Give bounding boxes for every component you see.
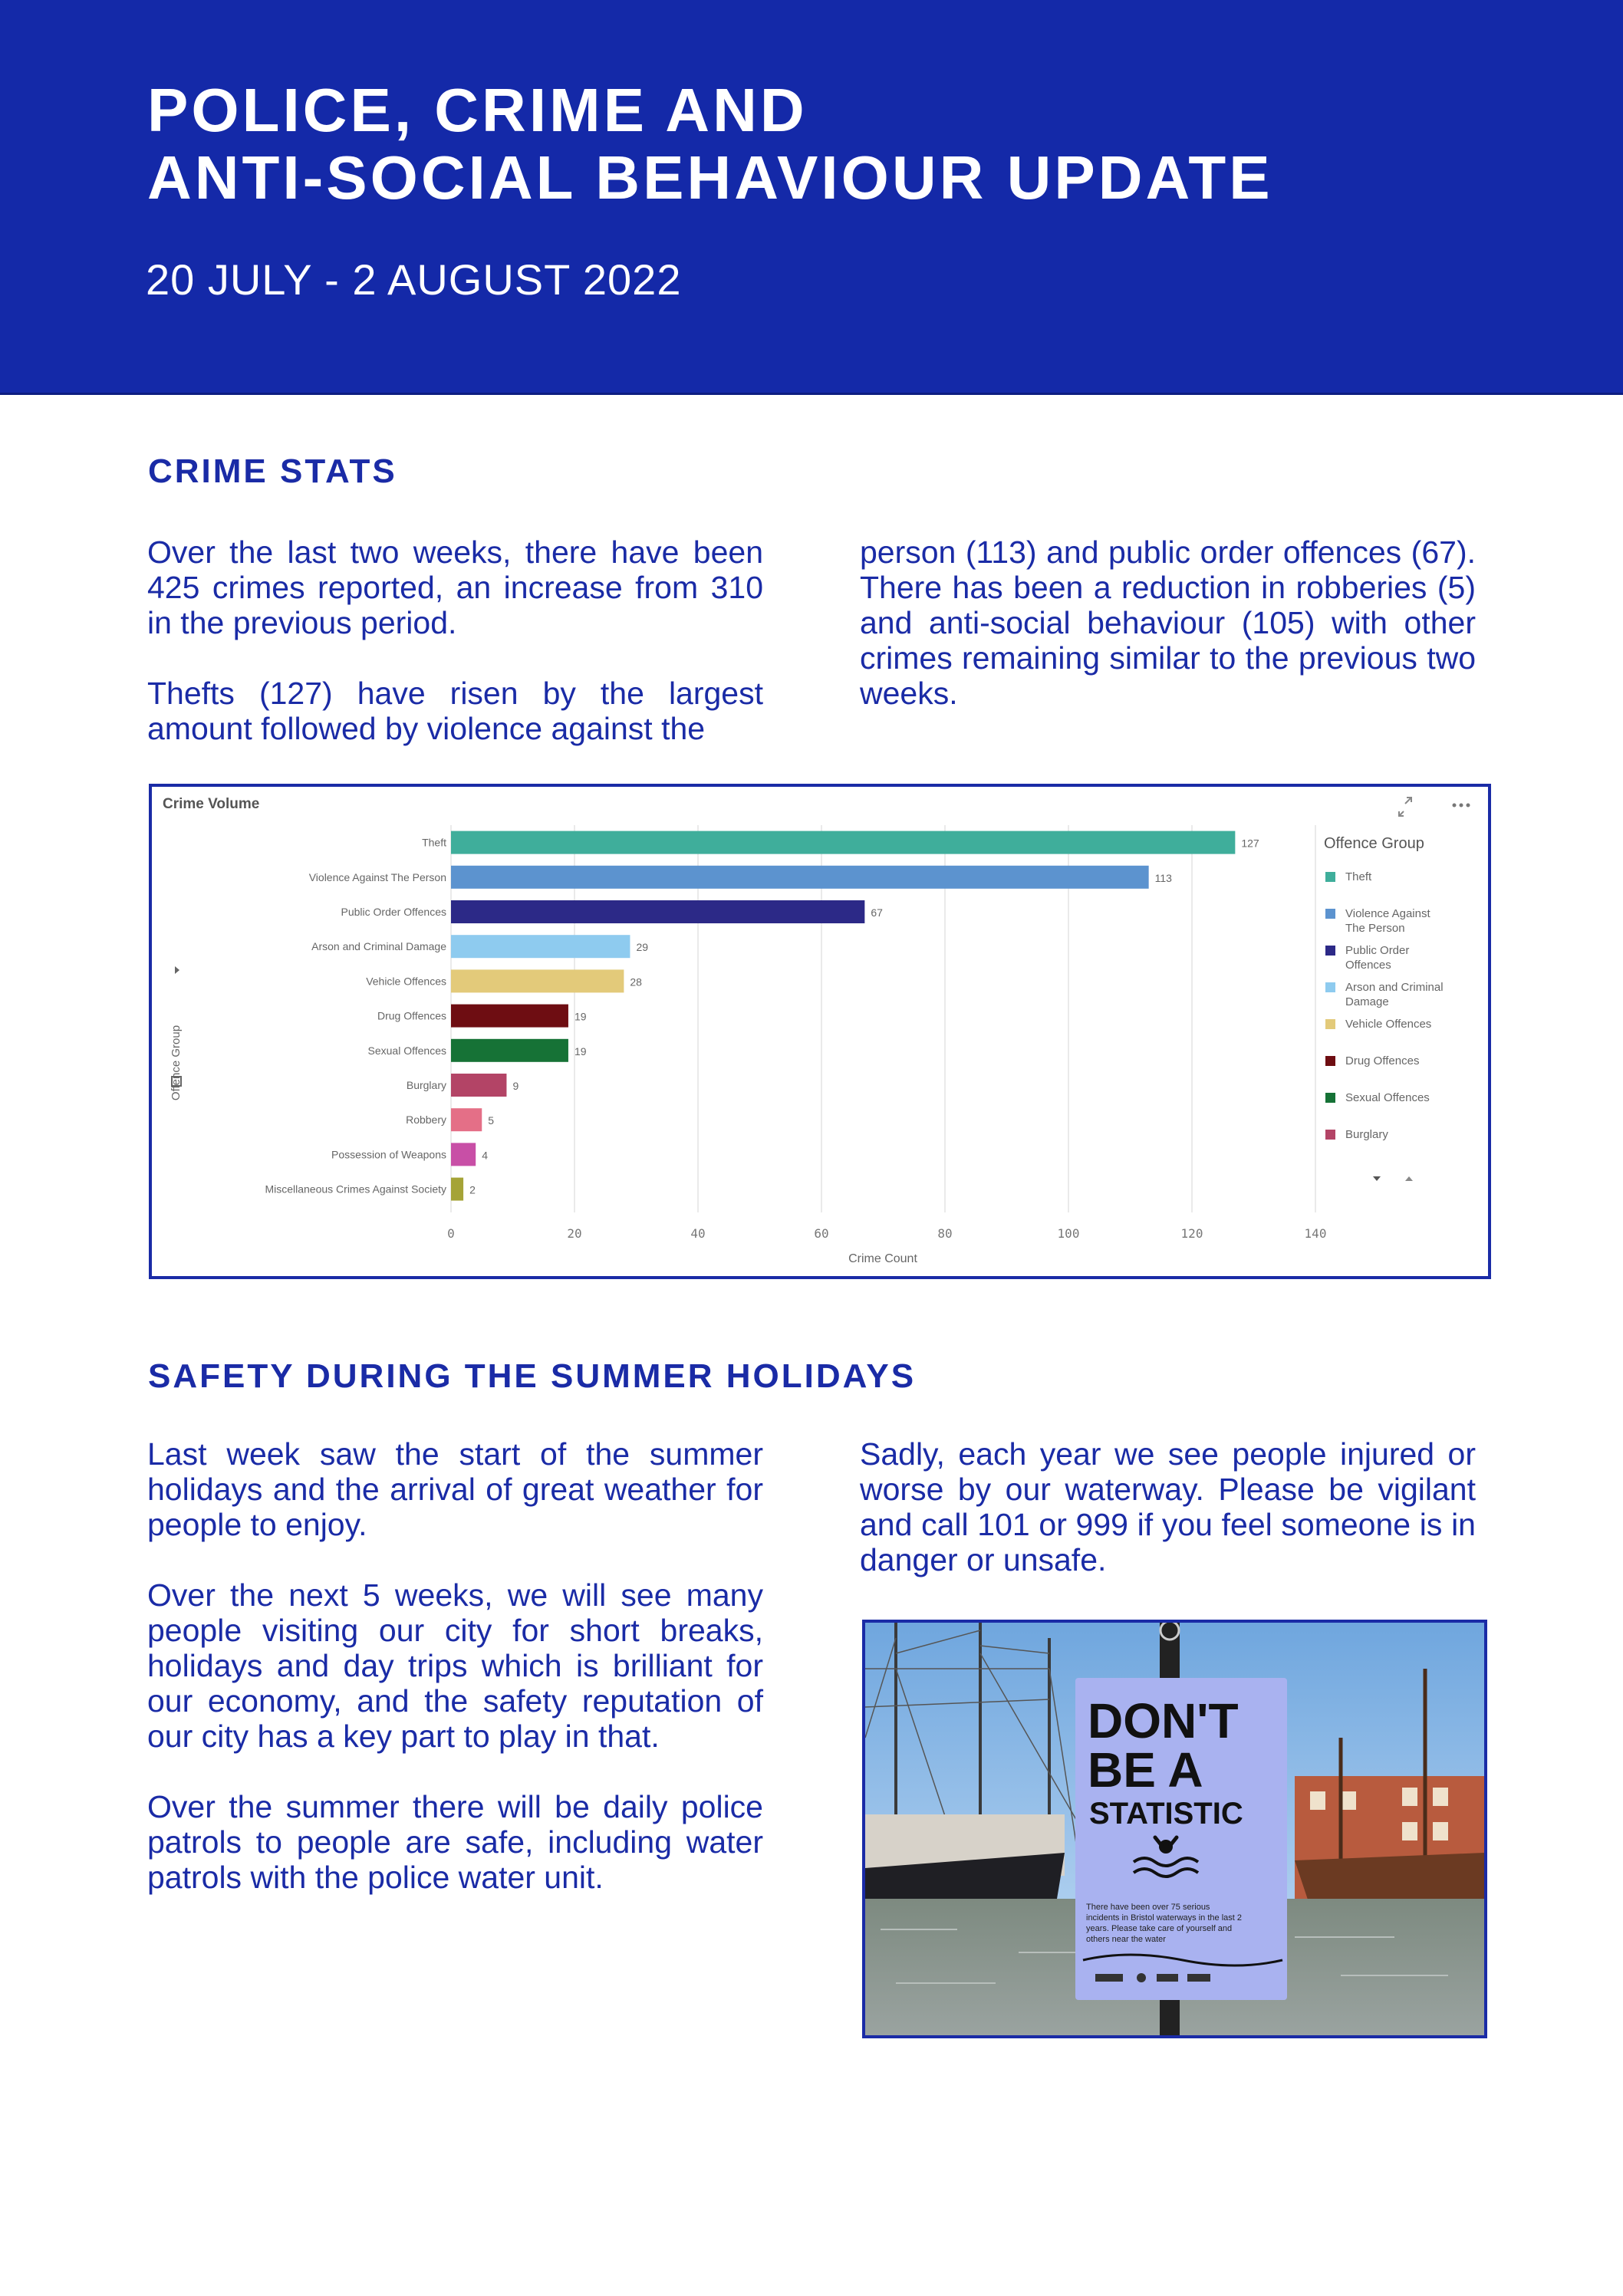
category-label: Burglary (406, 1079, 446, 1091)
title-line-2: ANTI-SOCIAL BEHAVIOUR UPDATE (147, 143, 1273, 212)
bar-value-label: 127 (1241, 837, 1259, 850)
sign-small-text-1: There have been over 75 serious (1086, 1903, 1210, 1912)
legend-swatch (1325, 872, 1335, 882)
bar-robbery[interactable] (451, 1108, 482, 1131)
category-label: Drug Offences (377, 1009, 446, 1022)
category-label: Miscellaneous Crimes Against Society (265, 1183, 446, 1196)
legend-up-icon[interactable] (1405, 1176, 1413, 1181)
summer-col-left (147, 1436, 763, 1930)
chart-canvas (152, 787, 1488, 1276)
legend-label: Public Order (1345, 944, 1410, 957)
sign-line-1: DON'T (1088, 1693, 1239, 1748)
category-label: Public Order Offences (341, 906, 446, 918)
bar-value-label: 9 (512, 1080, 519, 1092)
axis-expand-icon[interactable] (175, 966, 179, 974)
legend-down-icon[interactable] (1373, 1176, 1381, 1181)
date-range: 20 JULY - 2 AUGUST 2022 (146, 255, 682, 304)
legend-swatch (1325, 946, 1335, 956)
summer-para-2: Over the next 5 weeks, we will see many people visiting our city for short breaks, holidays and day trips which is brilliant for our economy, and the safety reputation of our city has a key part to play in that. (147, 1577, 763, 1754)
category-label: Vehicle Offences (366, 975, 446, 988)
legend-label: Theft (1345, 870, 1372, 883)
x-tick-label: 0 (447, 1226, 455, 1241)
bars (451, 831, 1259, 1201)
crime-stats-para-2: Thefts (127) have risen by the largest amount followed by violence against the (147, 676, 763, 746)
legend-title: Offence Group (1324, 835, 1424, 852)
sign-small-text-4: others near the water (1086, 1935, 1166, 1944)
x-tick-label: 100 (1057, 1226, 1080, 1241)
legend-swatch (1325, 1056, 1335, 1066)
bar-violence-against-the-person[interactable] (451, 866, 1149, 889)
header-banner (0, 0, 1623, 395)
legend-label: Damage (1345, 995, 1389, 1008)
category-labels (265, 837, 446, 1196)
category-label: Theft (422, 836, 446, 849)
bar-value-label: 2 (469, 1183, 476, 1196)
sign-small-text-2: incidents in Bristol waterways in the last 2 (1086, 1913, 1242, 1923)
summer-para-3: Over the summer there will be daily police patrols to people are safe, including water patrols with the police water unit. (147, 1789, 763, 1895)
crime-stats-col-right (860, 535, 1476, 746)
sign-line-2: BE A (1088, 1742, 1203, 1798)
bar-arson-and-criminal-damage[interactable] (451, 935, 630, 958)
legend-swatch (1325, 1130, 1335, 1140)
crime-stats-heading: CRIME STATS (148, 452, 397, 490)
bar-public-order-offences[interactable] (451, 900, 864, 923)
bar-value-label: 19 (574, 1010, 587, 1023)
category-label: Sexual Offences (367, 1044, 446, 1057)
x-axis-label: Crime Count (848, 1252, 917, 1265)
legend-swatch (1325, 982, 1335, 992)
legend-label: Violence Against (1345, 907, 1430, 920)
legend-label: Arson and Criminal (1345, 981, 1444, 994)
expand-icon[interactable] (1399, 798, 1411, 816)
bar-possession-of-weapons[interactable] (451, 1143, 476, 1166)
bar-miscellaneous-crimes-against-society[interactable] (451, 1178, 463, 1201)
water-safety-photo (862, 1620, 1487, 2038)
crime-stats-para-2-continued: person (113) and public order offences (67). There has been a reduction in robberies (5) and anti-social behaviour (105) with other crimes remaining similar to the previous two weeks. (860, 535, 1476, 711)
x-tick-label: 60 (814, 1226, 829, 1241)
bar-vehicle-offences[interactable] (451, 969, 624, 992)
legend-label: Burglary (1345, 1128, 1388, 1141)
summer-col-right (860, 1436, 1476, 1613)
x-tick-label: 140 (1304, 1226, 1327, 1241)
ship-hull-right (1295, 1853, 1484, 1906)
bar-drug-offences[interactable] (451, 1005, 568, 1028)
more-options-icon[interactable] (1453, 804, 1470, 808)
legend-label: Drug Offences (1345, 1054, 1420, 1067)
x-tick-label: 40 (690, 1226, 706, 1241)
title-line-1: POLICE, CRIME AND (147, 76, 808, 144)
crime-volume-chart (149, 784, 1491, 1279)
bar-value-label: 4 (482, 1149, 488, 1162)
bar-value-label: 5 (488, 1114, 495, 1127)
bar-theft[interactable] (451, 831, 1235, 854)
bar-value-label: 113 (1154, 871, 1172, 884)
legend-swatch (1325, 1093, 1335, 1103)
legend-swatch (1325, 909, 1335, 919)
bar-value-label: 29 (636, 941, 649, 954)
summer-para-1: Last week saw the start of the summer holidays and the arrival of great weather for people to enjoy. (147, 1436, 763, 1542)
legend-swatch (1325, 1019, 1335, 1029)
crime-stats-col-left (147, 535, 763, 781)
y-axis-label: Offence Group (170, 1025, 183, 1101)
category-label: Robbery (406, 1113, 446, 1127)
bar-sexual-offences[interactable] (451, 1039, 568, 1062)
category-label: Possession of Weapons (331, 1148, 446, 1161)
x-ticks (447, 1226, 1326, 1241)
y-axis-label-group (170, 1025, 183, 1100)
x-tick-label: 20 (567, 1226, 582, 1241)
chart-title: Crime Volume (163, 796, 260, 812)
sign-small-text-3: years. Please take care of yourself and (1086, 1924, 1233, 1933)
page-title (147, 77, 1528, 212)
legend (1325, 870, 1444, 1141)
x-tick-label: 120 (1180, 1226, 1203, 1241)
category-label: Arson and Criminal Damage (311, 940, 446, 953)
category-label: Violence Against The Person (308, 870, 446, 883)
sign-line-3: STATISTIC (1089, 1797, 1243, 1831)
bar-value-label: 67 (871, 906, 883, 919)
summer-heading: SAFETY DURING THE SUMMER HOLIDAYS (148, 1357, 917, 1395)
legend-label: The Person (1345, 922, 1405, 935)
bar-burglary[interactable] (451, 1074, 506, 1097)
x-tick-label: 80 (937, 1226, 953, 1241)
crime-stats-para-1: Over the last two weeks, there have been 425 crimes reported, an increase from 310 in the previous period. (147, 535, 763, 640)
bar-value-label: 28 (630, 975, 642, 988)
photo-illustration (865, 1623, 1484, 2035)
legend-label: Sexual Offences (1345, 1091, 1430, 1104)
bar-value-label: 19 (574, 1044, 587, 1058)
summer-para-4: Sadly, each year we see people injured or worse by our waterway. Please be vigilant and call 101 or 999 if you feel someone is in danger or unsafe. (860, 1436, 1476, 1577)
legend-label: Offences (1345, 959, 1391, 972)
legend-label: Vehicle Offences (1345, 1018, 1432, 1031)
